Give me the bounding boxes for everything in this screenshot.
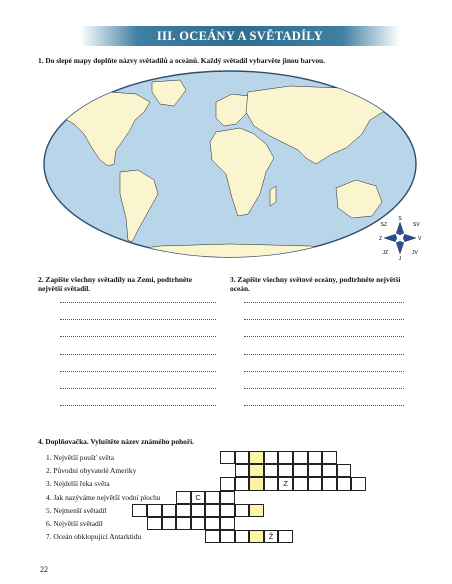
answer-line[interactable] [244, 319, 404, 320]
crossword-cell[interactable] [264, 477, 279, 490]
crossword-key-cell[interactable] [249, 477, 264, 490]
oceans-answer-lines [244, 302, 404, 422]
compass-e: V [418, 236, 422, 242]
crossword-cell[interactable] [220, 504, 235, 517]
crossword-cell[interactable] [293, 464, 308, 477]
crossword-clue: 1. Největší poušť světa [46, 453, 115, 462]
crossword-cell[interactable] [351, 477, 366, 490]
crossword-cell[interactable]: Z [278, 477, 293, 490]
crossword-clue: 3. Nejdelší řeka světa [46, 479, 110, 489]
crossword-cell[interactable] [147, 504, 162, 517]
answer-line[interactable] [244, 405, 404, 406]
answer-line[interactable] [60, 354, 216, 355]
crossword-cell[interactable] [220, 451, 235, 464]
answer-line[interactable] [60, 319, 216, 320]
crossword-cell[interactable] [235, 530, 250, 543]
crossword-cell[interactable] [322, 464, 337, 477]
task-2-instruction: 2. Zapište všechny světadíly na Zemi, podtrhněte největší světadíl. [38, 275, 192, 293]
compass-se: JV [412, 250, 418, 256]
answer-line[interactable] [244, 302, 404, 303]
crossword-cell[interactable] [293, 477, 308, 490]
crossword-cell[interactable] [278, 530, 293, 543]
crossword-clue: 7. Oceán obklopující Antarktidu [46, 532, 142, 542]
compass-sw: JZ [382, 250, 388, 256]
chapter-heading-banner [80, 26, 400, 46]
crossword-cell[interactable] [308, 451, 323, 464]
crossword-cell[interactable] [235, 464, 250, 477]
antarctica-shape [100, 244, 370, 268]
crossword-key-cell[interactable] [249, 504, 264, 517]
compass-nw: SZ [380, 222, 387, 228]
crossword-cell[interactable] [235, 451, 250, 464]
compass-n: S [398, 216, 402, 222]
compass-w: Z [378, 236, 382, 242]
crossword-cell[interactable] [220, 517, 235, 530]
answer-line[interactable] [244, 354, 404, 355]
compass-ne: SV [413, 222, 420, 228]
crossword-cell[interactable] [205, 491, 220, 504]
task-4-instruction: 4. Doplňovačka. Vyluštěte název známého pohoří. [38, 437, 195, 446]
crossword-cell[interactable] [308, 477, 323, 490]
answer-line[interactable] [60, 405, 216, 406]
continents-answer-lines [60, 302, 216, 422]
crossword-cell[interactable] [220, 530, 235, 543]
answer-line[interactable] [60, 371, 216, 372]
task-1-instruction: 1. Do slepé mapy doplňte názvy světadílů a oceánů. Každý světadíl vybarvěte jinou barvou. [38, 56, 326, 65]
crossword-cell[interactable] [264, 464, 279, 477]
answer-line[interactable] [244, 336, 404, 337]
crossword-cell[interactable] [235, 504, 250, 517]
crossword-cell[interactable] [132, 504, 147, 517]
crossword-clue: 6. Největší světadíl [46, 518, 103, 528]
crossword-cell[interactable] [235, 477, 250, 490]
answer-line[interactable] [60, 388, 216, 389]
crossword-cell[interactable]: Ž [264, 530, 279, 543]
crossword-clue: 4. Jak nazýváme největší vodní plochu [46, 492, 161, 502]
crossword-key-cell[interactable] [249, 451, 264, 464]
crossword-cell[interactable] [147, 517, 162, 530]
crossword-key-cell[interactable] [249, 530, 264, 543]
crossword-cell[interactable] [176, 491, 191, 504]
answer-line[interactable] [244, 388, 404, 389]
crossword-cell[interactable] [264, 451, 279, 464]
crossword-cell[interactable]: C [191, 491, 206, 504]
answer-line[interactable] [244, 371, 404, 372]
crossword-cell[interactable] [162, 517, 177, 530]
crossword-cell[interactable] [220, 477, 235, 490]
answer-line[interactable] [60, 336, 216, 337]
crossword-cell[interactable] [220, 491, 235, 504]
crossword-cell[interactable] [162, 504, 177, 517]
compass-s: J [398, 256, 402, 262]
crossword-cell[interactable] [205, 517, 220, 530]
crossword-clue: 5. Nejmenší světadíl [46, 505, 107, 515]
crossword-cell[interactable] [322, 451, 337, 464]
crossword-cell[interactable] [278, 451, 293, 464]
answer-line[interactable] [60, 302, 216, 303]
crossword-clues [46, 451, 161, 543]
crossword-cell[interactable] [337, 477, 352, 490]
crossword-cell[interactable] [191, 517, 206, 530]
compass-rose [379, 216, 422, 262]
crossword-key-cell[interactable] [249, 464, 264, 477]
crossword-cell[interactable] [308, 464, 323, 477]
crossword-cell[interactable] [293, 451, 308, 464]
crossword-cell[interactable] [205, 530, 220, 543]
world-map [40, 68, 420, 268]
crossword-cell[interactable] [337, 464, 352, 477]
crossword-cell[interactable] [322, 477, 337, 490]
task-3-instruction: 3. Zapište všechny světové oceány, podtrhněte největší oceán. [230, 275, 401, 293]
page-number: 22 [40, 565, 48, 574]
crossword-cell[interactable] [278, 464, 293, 477]
crossword-cell[interactable] [191, 504, 206, 517]
crossword-cell[interactable] [176, 517, 191, 530]
chapter-heading: III. OCEÁNY A SVĚTADÍLY [156, 28, 324, 43]
crossword-cell[interactable] [205, 504, 220, 517]
crossword-cell[interactable] [176, 504, 191, 517]
crossword-clue: 2. Původní obyvatelé Ameriky [46, 466, 137, 476]
